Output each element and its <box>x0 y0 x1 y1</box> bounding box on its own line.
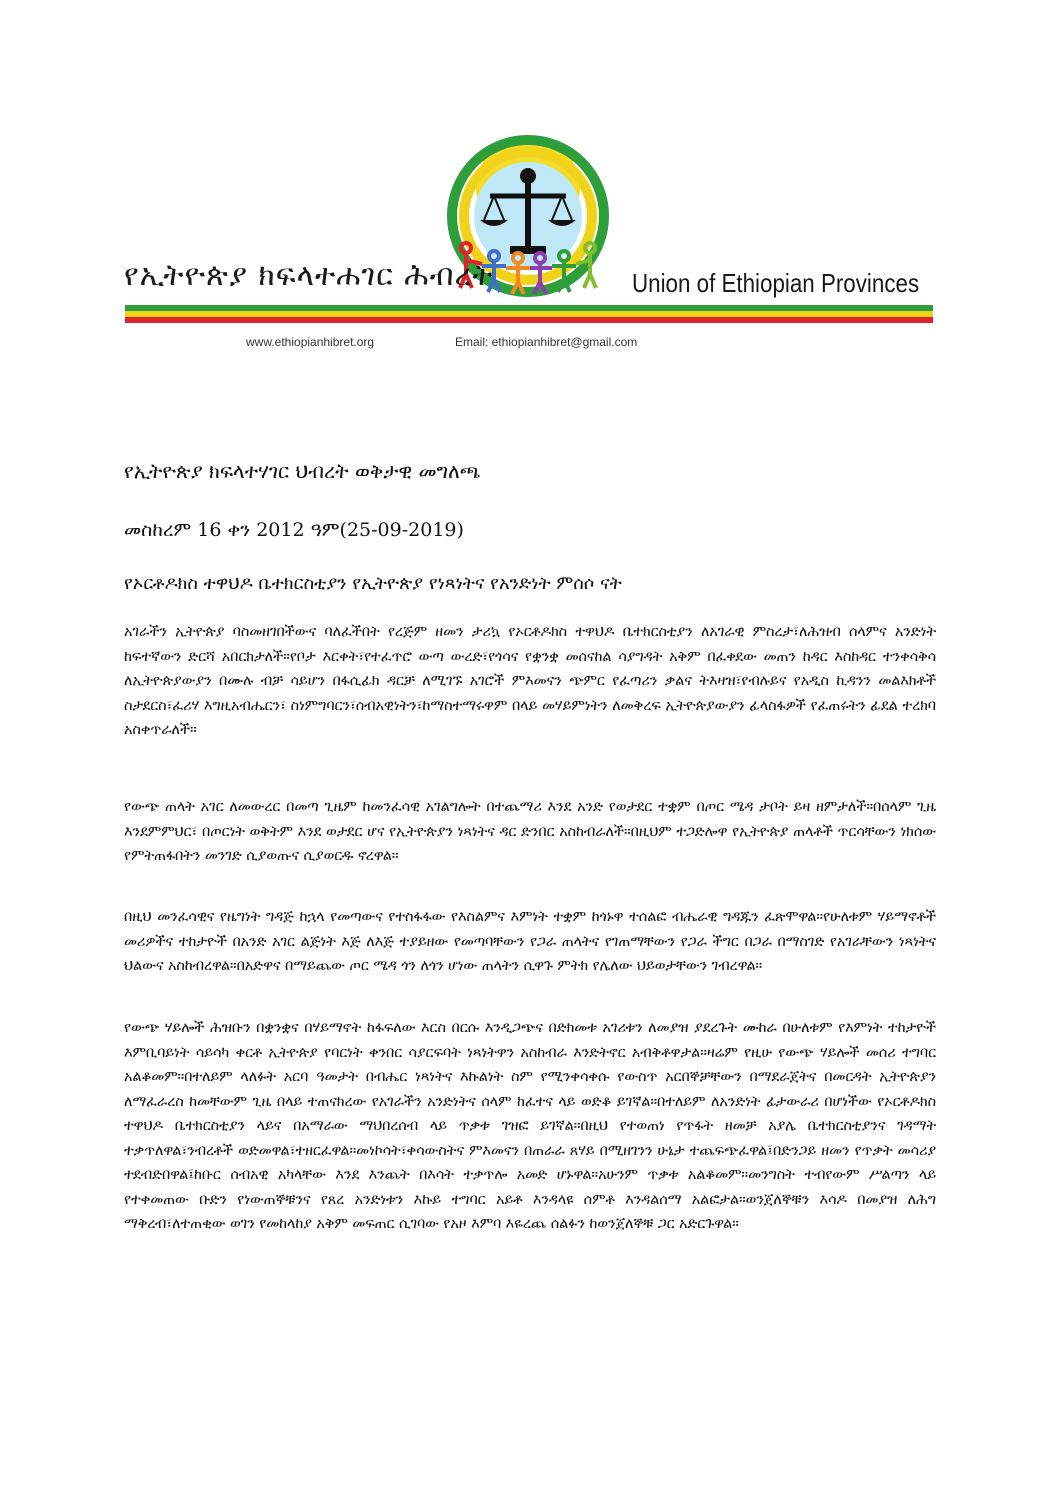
body-paragraph: አገራችን ኢትዮጵያ ባስመዘገበችውና ባለፈችበት የረጅም ዘመን ታሪኳ የኦርቶዶክስ ተዋህዶ ቤተክርስቲያን ለአገራዊ ምስረታ፣ለሕዝብ ሰላምና አንድነት ከፍተኛውን ድርሻ አበርክታለች።የቦታ እርቀት፣የተፈጥሮ ውጣ ውረድ፣የጎሳና የቋንቋ መሰናከል ሳያግዳት አቅም በፈቀደው መጠን ከዳር እስከዳር ተንቀሳቅሳ ለኢትዮጵያውያን በሙሉ ብቻ ሳይሆን በፋሲፊክ ዳርቻ ለሚገኙ አገሮች ምእመናን ጭምር የፈጣሪን ቃልና ትእዛዝ፣የብሉይና የአዲስ ኪዳንን መልእክቶች ስታደርስ፣ፈሪሃ እግዚአብሔርን፣ ስነምግባርን፣ሰብአዊነትን፣ከማስተማሩዋም በላይ መሃይምነትን ለመቅረፍ ኢትዮጵያውያን ፊላስፋዎች የፈጠሩትን ፊደል ተረክባ አስቀጥራለች። <box>124 624 936 738</box>
flag-stripe-red <box>125 317 933 323</box>
body-paragraph: በዚህ መንፈሳዊና የዜግነት ግዳጅ ከኋላ የመጣውና የተስፋፋው የእስልምና እምነት ተቋም ከጎኑዋ ተሰልፎ ብሔራዊ ግዳጁን ፈጽሞዋል።የሁለቱም ሃይማኖቶች መሪዎችና ተከታዮች በአንድ አገር ልጅነት እጅ ለእጅ ተያይዘው የመጣባቸውን የጋራ ጠላትና የገጠማቸውን የጋራ ችግር በጋራ በማስገድ የአገራቸውን ነጻነትና ህልውና አስከብረዋል።በአድዋና በማይጨው ጦር ሜዳ ጎን ለጎን ሆነው ጠላትን ሲዋጉ ምትክ የሌለው ህይወታቸውን ገብረዋል። <box>124 909 936 974</box>
flag-color-bar <box>125 305 933 325</box>
organization-name-amharic: የኢትዮጵያ ክፍላተሐገር ሕብረት <box>124 258 494 293</box>
email-link[interactable]: Email: ethiopianhibret@gmail.com <box>455 335 638 349</box>
document-date: መስከረም 16 ቀን 2012 ዓም(25-09-2019) <box>124 519 464 541</box>
website-link[interactable]: www.ethiopianhibret.org <box>246 335 375 349</box>
document-title: የኢትዮጵያ ክፍላተሃገር ህብረት ወቅታዊ መግለጫ <box>124 459 481 483</box>
organization-name-english: Union of Ethiopian Provinces <box>632 268 920 298</box>
document-subject: የኦርቶዶክስ ተዋህዶ ቤተክርስቲያን የኢትዮጵያ የነጻነትና የአንድነት ምሰሶ ናት <box>124 573 622 594</box>
body-paragraph: የውጭ ጠላት አገር ለመውረር በመጣ ጊዜም ከመንፈሳዊ አገልግሎት በተጨማሪ እንደ አንድ የወታደር ተቋም በጦር ሜዳ ታቦት ይዛ ዘምታለች።በሰላም ጊዜ እንደምምህር፣ በጦርነት ወቅትም እንደ ወታደር ሆና የኢትዮጵያን ነጻነትና ዳር ድንበር አስከብራለች።በዚህም ተጋድሎዋ የኢትዮጵያ ጠላቶች ጥርሳቸውን ነክሰው የምትጠፋበትን መንገድ ሲያወጡና ሲያወርዱ ኖረዋል። <box>124 799 936 864</box>
body-paragraph: የውጭ ሃይሎች ሕዝቡን በቋንቋና በሃይማኖት ከፋፍለው እርስ በርሱ እንዲጋጭና በድክመቱ አገሪቱን ለመያዝ ያደረጉት ሙከራ በሁለቱም የእምነት ተከታዮች እምቢባይነት ሳይሳካ ቀርቶ ኢትዮጵያ የባርነት ቀንበር ሳያርፍባት ነጻነትዋን አስከብራ እንድትኖር አብቅቶዋታል።ዛሬም የዚሁ የውጭ ሃይሎች መሰሪ ተግባር አልቆመም።በተለይም ላለፉት አርባ ዓመታት በብሔር ነጻነትና እኩልነት ስም የሚንቀሳቀሱ የውስጥ አርበኞቻቸውን በማደራጀትና በመርዳት ኢትዮጵያን ለማፈራረስ ከመቸውም ጊዜ በላይ ተጠናክረው የአገራችን አንድነትና ሰላም ከፈተና ላይ ወድቆ ይገኛል።በተለይም ለአንድነት ፊታውራሪ በሆነችው የኦርቶዶክስ ተዋህዶ ቤተክርስቲያን ላይና በአማራው ማህበረሰብ ላይ ጥቃቱ ገዝፎ ይገኛል።በዚህ የተወጠነ የጥፋት ዘመቻ አያሌ ቤተክርስቲያንና ገዳማት ተቃጥለዋል፣ንብረቶች ወድመዋል፣ተዘርፈዋል።መነኮሳት፣ቀሳውስትና ምእመናን በጠራራ ጸሃይ በሚዘገንን ሁኔታ ተጨፍጭፈዋል፤በድንጋይ ዘመን የጥቃት መሳሪያ ተደብድበዋል፤ከቡር ሰብአዊ አካላቸው እንደ እንጨት በእሳት ተቃጥሎ አመድ ሆኑዋል።አሁንም ጥቃቱ አልቆመም።መንግስት ተብየውም ሥልጣን ላይ የተቀመጠው ቡድን የነውጠኞቹንና የጸረ አንድነቱን እኩይ ተግባር አይቶ እንዳላዩ ሰምቶ እንዳልሰማ አልፎታል።ወንጀለኞቹን እሳዶ በመያዝ ለሕግ ማቅረብ፣ለተጠቂው ወገን የመከላከያ አቅም መፍጠር ሲገባው የአዞ እምባ እዬረጨ ሰልፉን ከወንጀለኞቹ ጋር አድርጉዋል። <box>124 1020 936 1232</box>
